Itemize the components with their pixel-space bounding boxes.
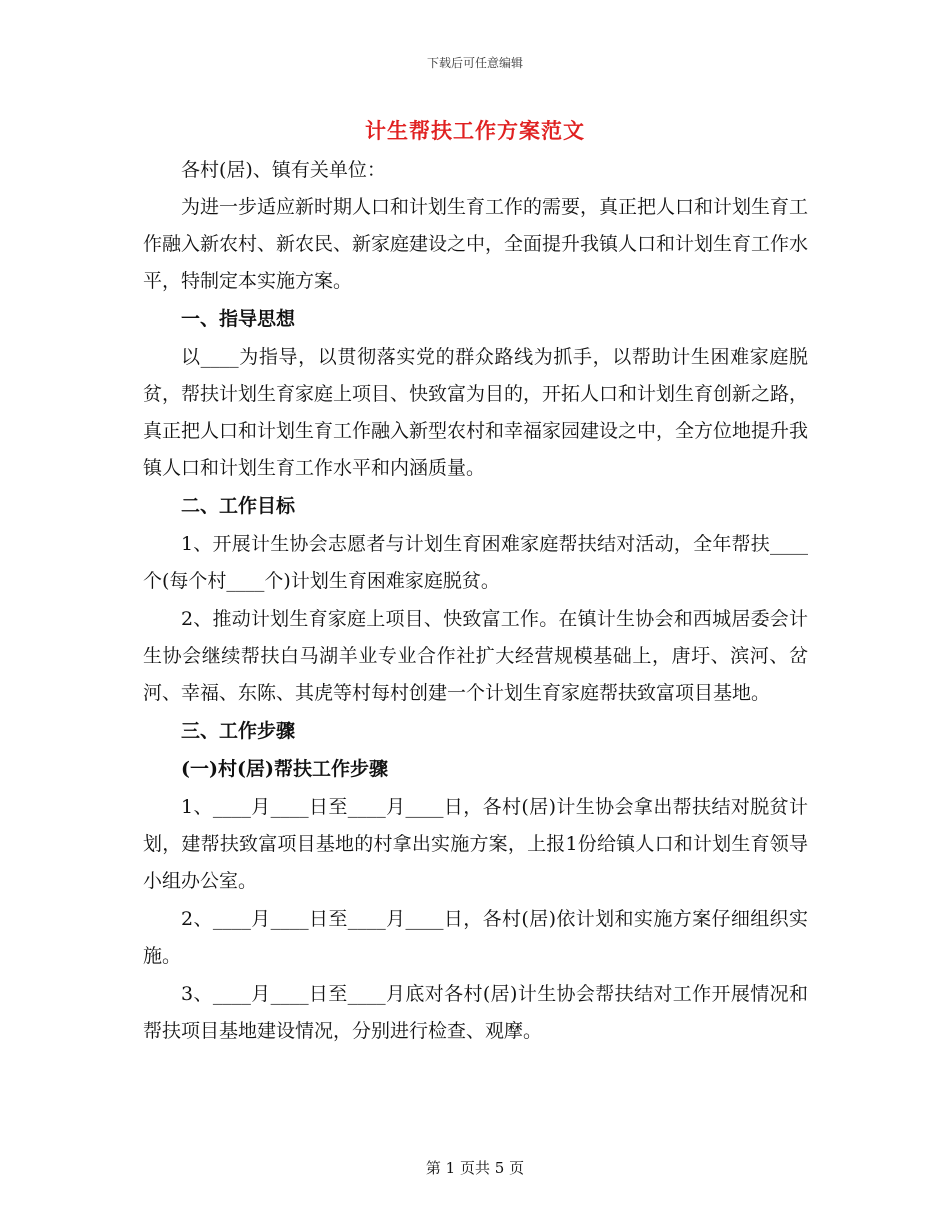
intro-paragraph: 为进一步适应新时期人口和计划生育工作的需要，真正把人口和计划生育工作融入新农村、新农民、新家庭建设之中，全面提升我镇人口和计划生育工作水平，特制定本实施方案。 — [143, 196, 809, 292]
section-heading-1: 一、指导思想 — [181, 308, 296, 330]
step-item-2: 2、____月____日至____月____日，各村(居)依计划和实施方案仔细组织实施。 — [143, 908, 808, 967]
page-header: 下载后可任意编辑 — [426, 56, 523, 70]
step-item-3: 3、____月____日至____月底对各村(居)计生协会帮扶结对工作开展情况和帮扶项目基地建设情况，分别进行检查、观摩。 — [143, 983, 808, 1042]
goal-item-1: 1、开展计生协会志愿者与计划生育困难家庭帮扶结对活动，全年帮扶____个(每个村____个)计划生育困难家庭脱贫。 — [143, 533, 808, 592]
document-title: 计生帮扶工作方案范文 — [365, 118, 585, 143]
section-heading-3: 三、工作步骤 — [181, 720, 296, 742]
page-footer: 第 1 页共 5 页 — [425, 1159, 525, 1177]
salutation: 各村(居)、镇有关单位： — [181, 159, 386, 181]
paragraph-guiding-thought: 以____为指导，以贯彻落实党的群众路线为抓手，以帮助计生困难家庭脱贫，帮扶计划生育家庭上项目、快致富为目的，开拓人口和计划生育创新之路，真正把人口和计划生育工作融入新型农村和幸福家园建设之中，全方位地提升我镇人口和计划生育工作水平和内涵质量。 — [143, 346, 809, 479]
document-body — [143, 152, 808, 1050]
step-item-1: 1、____月____日至____月____日，各村(居)计生协会拿出帮扶结对脱贫计划，建帮扶致富项目基地的村拿出实施方案，上报1份给镇人口和计划生育领导小组办公室。 — [143, 796, 808, 892]
section-heading-2: 二、工作目标 — [181, 495, 296, 517]
goal-item-2: 2、推动计划生育家庭上项目、快致富工作。在镇计生协会和西城居委会计生协会继续帮扶白马湖羊业专业合作社扩大经营规模基础上，唐圩、滨河、岔河、幸福、东陈、其虎等村每村创建一个计划生育家庭帮扶致富项目基地。 — [143, 608, 808, 704]
subsection-heading: (一)村(居)帮扶工作步骤 — [181, 758, 388, 780]
